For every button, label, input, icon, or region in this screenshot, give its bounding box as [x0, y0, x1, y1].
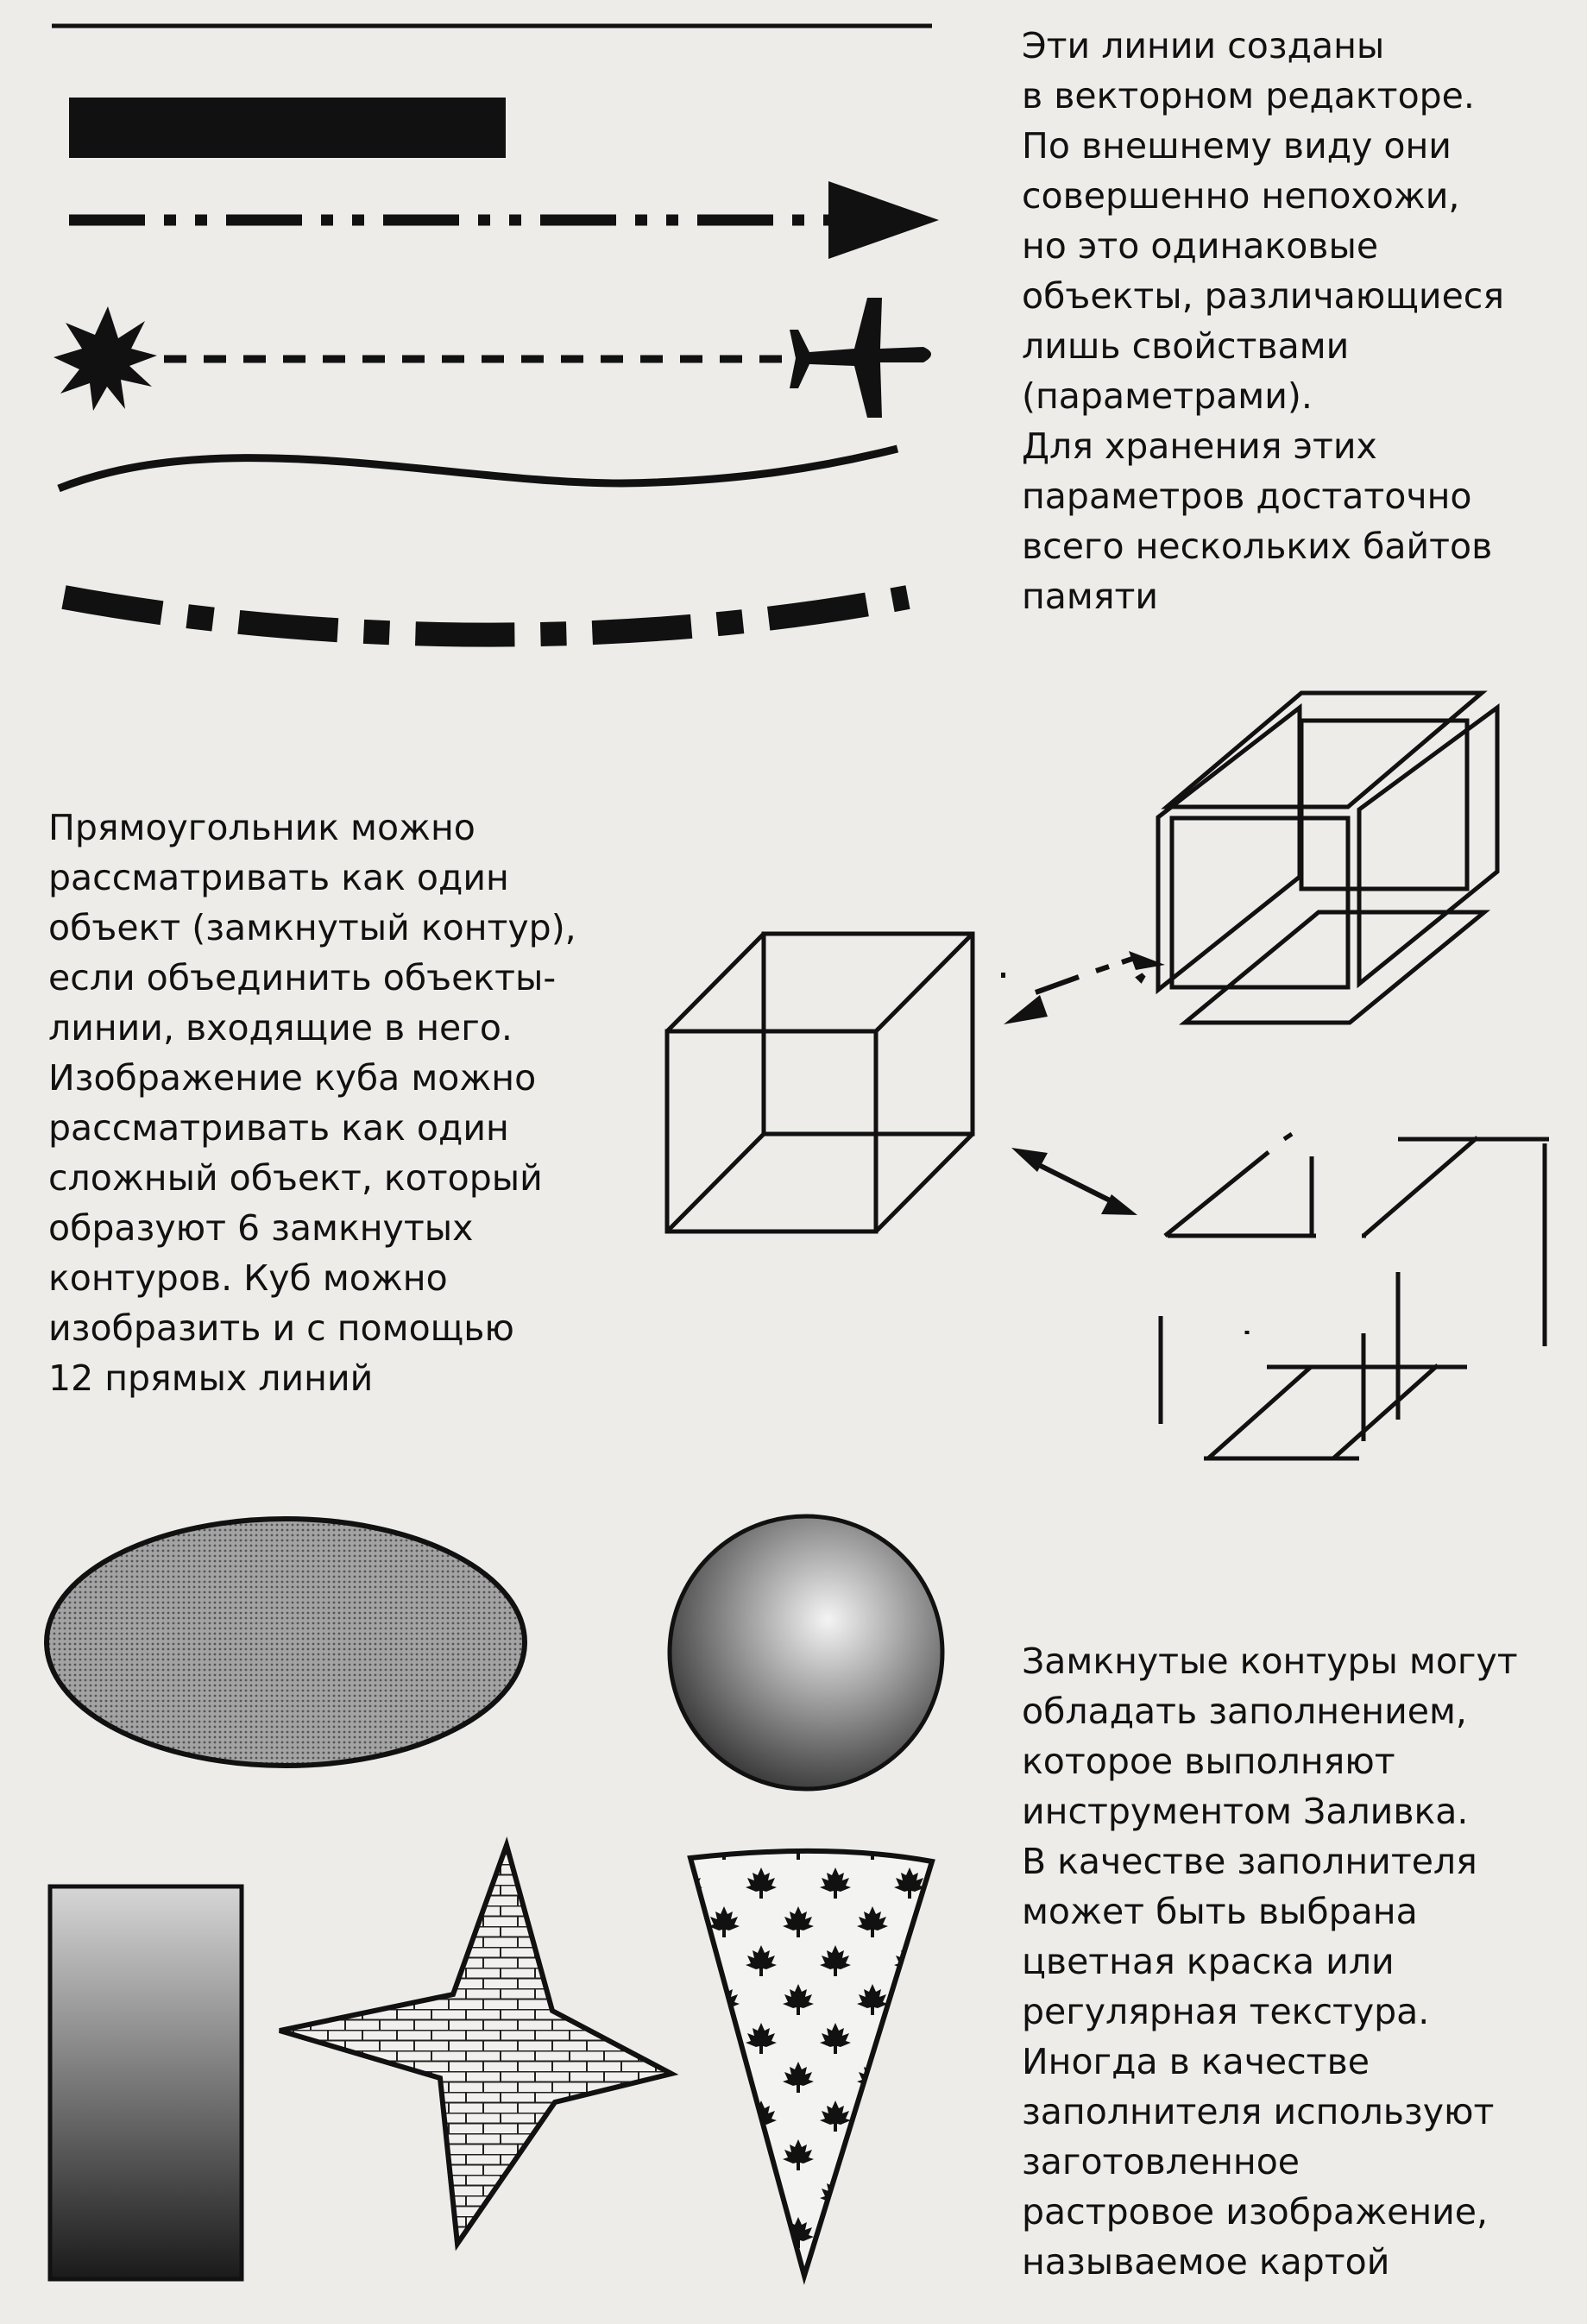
caption-line: 12 прямых линий [48, 1357, 374, 1399]
caption-line: инструментом Заливка. [1022, 1791, 1469, 1832]
caption-line: лишь свойствами [1022, 325, 1350, 367]
caption-line: изобразить и с помощью [48, 1307, 514, 1349]
wireframe-cube [667, 934, 973, 1231]
caption-line: Для хранения этих [1022, 425, 1377, 467]
caption-line: линии, входящие в него. [48, 1007, 513, 1049]
airplane-icon [790, 298, 931, 418]
caption-line: если объединить объекты- [48, 957, 557, 998]
caption-line: Эти линии созданы [1022, 25, 1385, 66]
caption-line: растровое изображение, [1022, 2191, 1489, 2233]
lines-cube [1161, 1134, 1549, 1458]
caption-line: объекты, различающиеся [1022, 275, 1505, 317]
thick-bar-line [69, 98, 506, 158]
dash-dot-arrow-line [69, 181, 939, 259]
equivalence-arrow-top [1004, 951, 1165, 1024]
caption-line: (параметрами). [1022, 375, 1313, 417]
caption-line: регулярная текстура. [1022, 1991, 1430, 2032]
caption-line: называемое картой [1022, 2241, 1390, 2283]
caption-line: заполнителя используют [1022, 2091, 1495, 2132]
caption-line: В качестве заполнителя [1022, 1841, 1477, 1882]
caption-fills [1022, 1636, 1518, 2287]
caption-line: рассматривать как один [48, 1107, 509, 1149]
caption-line: в векторном редакторе. [1022, 75, 1475, 117]
thick-dash-dot-line [64, 597, 908, 635]
dashed-line-with-icons [54, 298, 931, 418]
burst-icon [54, 306, 157, 411]
leaf-pattern-cone [690, 1851, 932, 2276]
caption-cube [48, 803, 576, 1403]
caption-line: Прямоугольник можно [48, 807, 475, 848]
gradient-rectangle [50, 1886, 242, 2279]
dotted-ellipse [47, 1519, 525, 1766]
caption-line: Изображение куба можно [48, 1057, 537, 1099]
caption-line: По внешнему виду они [1022, 125, 1452, 167]
caption-line: контуров. Куб можно [48, 1257, 448, 1299]
brick-star [280, 1845, 671, 2244]
gradient-sphere [670, 1516, 942, 1789]
contours-cube [1158, 693, 1497, 1023]
caption-line: образуют 6 замкнутых [48, 1207, 474, 1249]
caption-line: цветная краска или [1022, 1941, 1395, 1982]
caption-lines [1022, 21, 1504, 621]
caption-line: которое выполняют [1022, 1741, 1395, 1782]
caption-line: всего нескольких байтов [1022, 526, 1493, 567]
caption-line: совершенно непохожи, [1022, 175, 1460, 217]
wavy-line [59, 449, 897, 488]
caption-line: может быть выбрана [1022, 1891, 1418, 1932]
caption-line: Иногда в качестве [1022, 2041, 1370, 2082]
caption-line: сложный объект, который [48, 1157, 543, 1199]
caption-line: Замкнутые контуры могут [1022, 1641, 1518, 1682]
caption-line: объект (замкнутый контур), [48, 907, 576, 948]
caption-line: заготовленное [1022, 2141, 1300, 2182]
caption-line: рассматривать как один [48, 857, 509, 898]
caption-line: памяти [1022, 576, 1159, 617]
caption-line: но это одинаковые [1022, 225, 1379, 267]
caption-line: обладать заполнением, [1022, 1691, 1467, 1732]
caption-line: параметров достаточно [1022, 476, 1472, 517]
